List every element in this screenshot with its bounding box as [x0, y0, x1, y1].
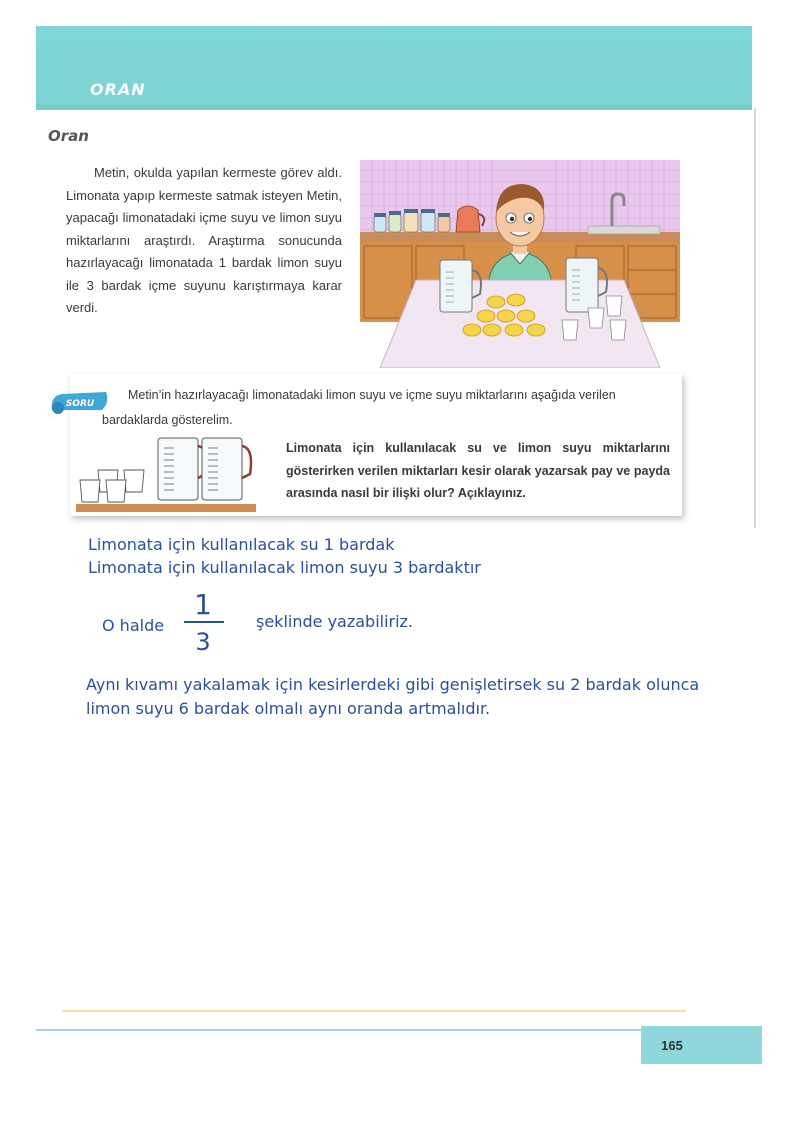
- jugs-and-glasses-illustration: [76, 434, 256, 514]
- question-text: Limonata için kullanılacak su ve limon suyu miktarlarını gösterirken verilen miktarları kesir olarak yazarsak pay ve payda arasında nasıl bir ilişki olur? Açıklayınız.: [286, 441, 670, 500]
- kitchen-illustration: [360, 160, 680, 368]
- footer-rule: [62, 1010, 686, 1012]
- fraction-denominator: 3: [195, 628, 211, 654]
- answer-prefix: O halde: [102, 616, 165, 635]
- answer-suffix: şeklinde yazabiliriz.: [256, 612, 414, 631]
- question-intro-line-2: bardaklarda gösterelim.: [102, 413, 233, 427]
- fraction-one-third: [178, 588, 228, 654]
- question-intro-line: Metin’in hazırlayacağı limonatadaki limon suyu ve içme suyu miktarlarını aşağıda verilen: [128, 388, 616, 402]
- margin-rule: [754, 108, 756, 528]
- intro-paragraph: [66, 162, 342, 320]
- footer-rule-blue: [36, 1029, 642, 1031]
- page-number: 165: [661, 1037, 683, 1053]
- soru-badge: [48, 390, 110, 414]
- fraction-numerator: 1: [194, 588, 212, 621]
- intro-text: Metin, okulda yapılan kermeste görev aldı. Limonata yapıp kermeste satmak isteyen Metin, yapacağı limonatadaki içme suyu ve limon suyu miktarlarını araştırdı. Araştırma sonucunda hazırlayacağı limonatada 1 bardak limon suyu ile 3 bardak içme suyunu karıştırmaya karar verdi.: [66, 165, 342, 315]
- answer-line-2: Limonata için kullanılacak limon suyu 3 bardaktır: [88, 558, 481, 577]
- soru-badge-label: SORU: [65, 399, 95, 409]
- answer-conclusion: Aynı kıvamı yakalamak için kesirlerdeki gibi genişletirsek su 2 bardak olunca limon suyu 6 bardak olmalı aynı oranda artmalıdır.: [86, 675, 700, 718]
- answer-line-1: Limonata için kullanılacak su 1 bardak: [88, 535, 395, 554]
- section-title: Oran: [48, 127, 89, 145]
- page-title: ORAN: [90, 80, 146, 99]
